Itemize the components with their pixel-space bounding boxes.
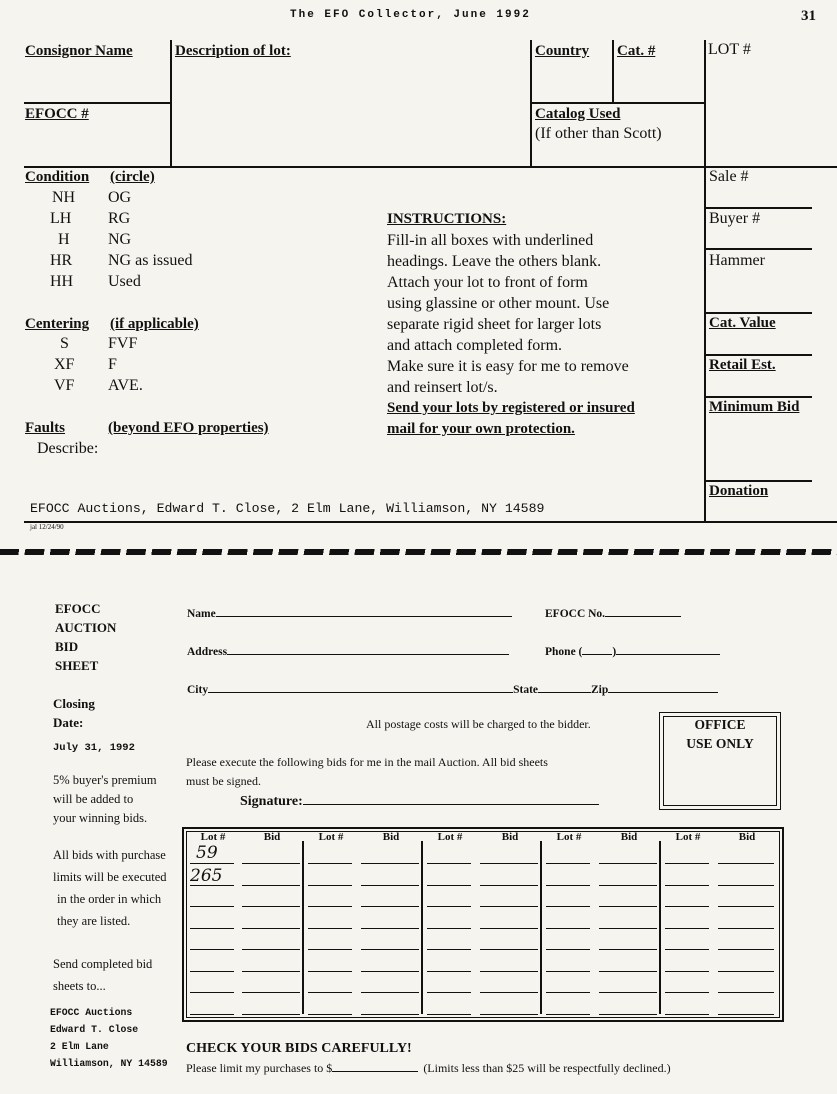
condition-note: (circle) bbox=[110, 169, 155, 185]
condition-code[interactable]: HR bbox=[50, 252, 73, 269]
execute-note: Please execute the following bids for me in the mail Auction. All bid sheets bbox=[186, 755, 548, 769]
bid-sheet-title: BID bbox=[55, 639, 79, 654]
donation-label: Donation bbox=[709, 483, 769, 499]
rule bbox=[706, 396, 812, 398]
condition-label: Condition bbox=[25, 169, 90, 185]
city-label: City bbox=[187, 684, 209, 696]
rule bbox=[170, 40, 172, 166]
send-note: Send completed bid bbox=[53, 957, 153, 971]
rule bbox=[24, 521, 837, 523]
catalog-used-note: (If other than Scott) bbox=[535, 125, 662, 142]
cat-no-label: Cat. # bbox=[617, 43, 656, 59]
instruction-line: separate rigid sheet for larger lots bbox=[387, 316, 602, 333]
bid-entry-line[interactable] bbox=[361, 949, 419, 950]
bid-entry-line[interactable] bbox=[242, 949, 300, 950]
lot-column-header: Lot # bbox=[556, 831, 582, 843]
bid-entry-line[interactable] bbox=[361, 906, 419, 907]
condition-value[interactable]: RG bbox=[108, 210, 131, 227]
rule bbox=[530, 40, 532, 166]
lot-entry-line[interactable] bbox=[546, 971, 590, 972]
bid-column-header: Bid bbox=[382, 831, 400, 843]
lot-entry-line[interactable] bbox=[427, 906, 471, 907]
lot-entry-line[interactable] bbox=[427, 885, 471, 886]
bid-entry-line[interactable] bbox=[242, 1014, 300, 1015]
rule bbox=[531, 102, 704, 104]
limit-line[interactable] bbox=[332, 1059, 418, 1072]
lot-entry-line[interactable] bbox=[427, 971, 471, 972]
cat-value-label: Cat. Value bbox=[709, 315, 776, 331]
lot-entry-line[interactable] bbox=[427, 949, 471, 950]
lot-column-header: Lot # bbox=[437, 831, 463, 843]
centering-code[interactable]: VF bbox=[54, 377, 75, 394]
bid-entry-line[interactable] bbox=[242, 885, 300, 886]
instruction-bold-line: mail for your own protection. bbox=[387, 421, 575, 437]
city-state-zip-field[interactable] bbox=[187, 680, 718, 696]
limits-note: they are listed. bbox=[57, 914, 131, 928]
lot-column-header: Lot # bbox=[200, 831, 226, 843]
bid-entry-line[interactable] bbox=[480, 906, 538, 907]
bid-entry-line[interactable] bbox=[718, 863, 774, 864]
lot-entry-line[interactable] bbox=[190, 949, 234, 950]
bid-entry-line[interactable] bbox=[361, 863, 419, 864]
mail-address: Edward T. Close bbox=[50, 1024, 139, 1035]
bid-entry-line[interactable] bbox=[599, 863, 657, 864]
lot-entry-line[interactable] bbox=[308, 863, 352, 864]
form-code: jal 12/24/90 bbox=[30, 523, 64, 531]
efocc-no-field[interactable] bbox=[545, 604, 681, 620]
centering-value[interactable]: AVE. bbox=[108, 377, 143, 394]
bid-entry-line[interactable] bbox=[599, 1014, 657, 1015]
centering-note: (if applicable) bbox=[110, 316, 199, 332]
bid-entry-line[interactable] bbox=[599, 949, 657, 950]
description-label: Description of lot: bbox=[175, 43, 291, 59]
bid-entry-line[interactable] bbox=[718, 906, 774, 907]
signature-field[interactable] bbox=[240, 791, 599, 810]
bid-entry-line[interactable] bbox=[480, 885, 538, 886]
condition-code[interactable]: LH bbox=[50, 210, 72, 227]
bid-entry-line[interactable] bbox=[718, 885, 774, 886]
lot-entry-line[interactable] bbox=[546, 949, 590, 950]
bid-column-header: Bid bbox=[620, 831, 638, 843]
bid-column-header: Bid bbox=[263, 831, 281, 843]
bid-entry-line[interactable] bbox=[361, 992, 419, 993]
limits-note: All bids with purchase bbox=[53, 848, 166, 862]
mail-address: EFOCC Auctions bbox=[50, 1007, 133, 1018]
zip-label: Zip bbox=[591, 684, 609, 696]
lot-entry-line[interactable] bbox=[546, 885, 590, 886]
bid-entry-line[interactable] bbox=[361, 885, 419, 886]
execute-note: must be signed. bbox=[186, 774, 261, 788]
closing-label: Closing bbox=[53, 696, 95, 711]
check-bids-heading: CHECK YOUR BIDS CAREFULLY! bbox=[186, 1041, 412, 1056]
lot-entry-line[interactable] bbox=[190, 906, 234, 907]
column-divider bbox=[659, 841, 661, 1014]
rule bbox=[612, 40, 614, 102]
rule bbox=[706, 248, 812, 250]
bid-entry-line[interactable] bbox=[361, 971, 419, 972]
signature-label: Signature: bbox=[240, 794, 303, 809]
limit-prefix: Please limit my purchases to $ bbox=[186, 1061, 333, 1075]
rule bbox=[706, 354, 812, 356]
condition-value[interactable]: NG bbox=[108, 231, 132, 248]
bid-entry-line[interactable] bbox=[599, 992, 657, 993]
page-number: 31 bbox=[801, 8, 816, 24]
bid-entry-line[interactable] bbox=[599, 971, 657, 972]
lot-entry-line[interactable] bbox=[308, 928, 352, 929]
purchase-limit-field[interactable] bbox=[186, 1059, 671, 1076]
bid-entry-line[interactable] bbox=[718, 949, 774, 950]
phone-label: Phone ( bbox=[545, 646, 583, 658]
state-label: State bbox=[513, 684, 539, 696]
lot-entry-line[interactable] bbox=[190, 863, 234, 864]
lot-entry-line[interactable] bbox=[427, 1014, 471, 1015]
address-label: Address bbox=[187, 646, 228, 658]
lot-column-header: Lot # bbox=[675, 831, 701, 843]
column-divider bbox=[302, 841, 304, 1014]
name-label: Name bbox=[187, 608, 216, 620]
lot-entry-line[interactable] bbox=[427, 992, 471, 993]
phone-line[interactable] bbox=[616, 642, 720, 655]
name-line[interactable] bbox=[216, 604, 512, 617]
office-use-label: USE ONLY bbox=[686, 736, 754, 751]
lot-no-label: LOT # bbox=[708, 41, 751, 58]
bid-entry-line[interactable] bbox=[599, 906, 657, 907]
zip-line[interactable] bbox=[608, 680, 718, 693]
address-line[interactable] bbox=[227, 642, 509, 655]
instruction-line: and attach completed form. bbox=[387, 337, 563, 354]
phone-field[interactable] bbox=[545, 642, 720, 658]
postage-note: All postage costs will be charged to the bidder. bbox=[366, 717, 591, 731]
lot-entry-line[interactable] bbox=[308, 906, 352, 907]
limit-note: (Limits less than $25 will be respectfully declined.) bbox=[423, 1061, 671, 1075]
phone-close: ) bbox=[612, 646, 617, 658]
bid-entry-line[interactable] bbox=[718, 992, 774, 993]
condition-value[interactable]: OG bbox=[108, 189, 132, 206]
lot-entry-line[interactable] bbox=[190, 1014, 234, 1015]
send-note: sheets to... bbox=[53, 979, 106, 993]
area-code-line[interactable] bbox=[582, 642, 612, 655]
efocc-no-line[interactable] bbox=[605, 604, 681, 617]
instruction-line: headings. Leave the others blank. bbox=[387, 253, 602, 270]
lot-column-header: Lot # bbox=[318, 831, 344, 843]
instruction-line: Make sure it is easy for me to remove bbox=[387, 358, 629, 375]
condition-code[interactable]: NH bbox=[52, 189, 76, 206]
condition-value[interactable]: Used bbox=[108, 273, 141, 290]
footer-address: EFOCC Auctions, Edward T. Close, 2 Elm Lane, Williamson, NY 14589 bbox=[30, 501, 545, 516]
rule bbox=[706, 207, 812, 209]
bid-table bbox=[182, 827, 784, 1022]
efocc-no-label: EFOCC No. bbox=[545, 608, 606, 620]
mail-address: 2 Elm Lane bbox=[50, 1041, 109, 1052]
catalog-used-label: Catalog Used bbox=[535, 106, 621, 122]
lot-entry-line[interactable] bbox=[665, 971, 709, 972]
closing-date: July 31, 1992 bbox=[53, 742, 135, 754]
lot-entry-line[interactable] bbox=[427, 863, 471, 864]
bid-entry-line[interactable] bbox=[242, 863, 300, 864]
bid-entry-line[interactable] bbox=[480, 949, 538, 950]
lot-entry-line[interactable] bbox=[665, 906, 709, 907]
instruction-line: and reinsert lot/s. bbox=[387, 379, 498, 396]
lot-entry-line[interactable] bbox=[308, 885, 352, 886]
bid-entry-line[interactable] bbox=[242, 928, 300, 929]
rule bbox=[24, 102, 170, 104]
efocc-no-label: EFOCC # bbox=[25, 106, 89, 122]
city-line[interactable] bbox=[208, 680, 513, 693]
premium-note: 5% buyer's premium bbox=[53, 773, 157, 787]
bid-sheet-title: SHEET bbox=[55, 658, 99, 673]
centering-value[interactable]: F bbox=[108, 356, 117, 373]
centering-code[interactable]: XF bbox=[54, 356, 75, 373]
lot-entry-line[interactable] bbox=[546, 928, 590, 929]
bid-entry-line[interactable] bbox=[242, 992, 300, 993]
faults-note: (beyond EFO properties) bbox=[108, 420, 269, 436]
bid-entry-line[interactable] bbox=[480, 971, 538, 972]
cut-line bbox=[0, 549, 837, 555]
address-field[interactable] bbox=[187, 642, 509, 658]
column-divider bbox=[421, 841, 423, 1014]
closing-label: Date: bbox=[53, 715, 84, 730]
handwritten-lot: 265 bbox=[190, 866, 223, 886]
mail-address: Williamson, NY 14589 bbox=[50, 1058, 168, 1069]
rule bbox=[706, 312, 812, 314]
instruction-line: Fill-in all boxes with underlined bbox=[387, 232, 594, 249]
office-use-box bbox=[659, 712, 781, 810]
name-field[interactable] bbox=[187, 604, 512, 620]
bid-entry-line[interactable] bbox=[480, 992, 538, 993]
premium-note: your winning bids. bbox=[53, 811, 148, 825]
centering-value[interactable]: FVF bbox=[108, 335, 138, 352]
bid-entry-line[interactable] bbox=[599, 885, 657, 886]
lot-entry-line[interactable] bbox=[665, 949, 709, 950]
running-title: The EFO Collector, June 1992 bbox=[290, 9, 531, 21]
lot-entry-line[interactable] bbox=[190, 971, 234, 972]
bid-entry-line[interactable] bbox=[718, 1014, 774, 1015]
bid-sheet-title: EFOCC bbox=[55, 601, 101, 616]
lot-entry-line[interactable] bbox=[665, 885, 709, 886]
signature-line[interactable] bbox=[303, 791, 599, 805]
lot-entry-line[interactable] bbox=[190, 992, 234, 993]
bid-column-header: Bid bbox=[738, 831, 756, 843]
faults-label: Faults bbox=[25, 420, 66, 436]
lot-entry-line[interactable] bbox=[308, 1014, 352, 1015]
instruction-line: using glassine or other mount. Use bbox=[387, 295, 610, 312]
bid-entry-line[interactable] bbox=[718, 928, 774, 929]
lot-entry-line[interactable] bbox=[308, 992, 352, 993]
lot-entry-line[interactable] bbox=[190, 928, 234, 929]
condition-value[interactable]: NG as issued bbox=[108, 252, 193, 269]
minimum-bid-label: Minimum Bid bbox=[709, 399, 800, 415]
lot-entry-line[interactable] bbox=[308, 971, 352, 972]
column-divider bbox=[540, 841, 542, 1014]
bid-sheet-title: AUCTION bbox=[55, 620, 117, 635]
lot-entry-line[interactable] bbox=[665, 863, 709, 864]
state-line[interactable] bbox=[538, 680, 591, 693]
limits-note: limits will be executed bbox=[53, 870, 167, 884]
lot-entry-line[interactable] bbox=[427, 928, 471, 929]
sale-no-label: Sale # bbox=[709, 168, 749, 185]
describe-label: Describe: bbox=[37, 440, 99, 457]
retail-est-label: Retail Est. bbox=[709, 357, 776, 373]
instruction-bold-line: Send your lots by registered or insured bbox=[387, 400, 635, 416]
bid-entry-line[interactable] bbox=[480, 863, 538, 864]
consignor-name-label: Consignor Name bbox=[25, 43, 133, 59]
bid-entry-line[interactable] bbox=[361, 1014, 419, 1015]
lot-entry-line[interactable] bbox=[308, 949, 352, 950]
bid-entry-line[interactable] bbox=[599, 928, 657, 929]
centering-label: Centering bbox=[25, 316, 90, 332]
hammer-label: Hammer bbox=[709, 252, 765, 269]
bid-entry-line[interactable] bbox=[480, 1014, 538, 1015]
handwritten-lot: 59 bbox=[196, 843, 218, 863]
country-label: Country bbox=[535, 43, 590, 59]
lot-entry-line[interactable] bbox=[665, 1014, 709, 1015]
lot-entry-line[interactable] bbox=[546, 863, 590, 864]
bid-entry-line[interactable] bbox=[480, 928, 538, 929]
limits-note: in the order in which bbox=[57, 892, 162, 906]
buyer-no-label: Buyer # bbox=[709, 210, 761, 227]
rule bbox=[706, 480, 812, 482]
lot-entry-line[interactable] bbox=[546, 906, 590, 907]
rule bbox=[704, 40, 706, 522]
bid-entry-line[interactable] bbox=[718, 971, 774, 972]
condition-code[interactable]: HH bbox=[50, 273, 74, 290]
lot-entry-line[interactable] bbox=[546, 992, 590, 993]
instruction-line: Attach your lot to front of form bbox=[387, 274, 588, 291]
lot-entry-line[interactable] bbox=[665, 928, 709, 929]
office-use-label: OFFICE bbox=[694, 717, 746, 732]
bid-entry-line[interactable] bbox=[361, 928, 419, 929]
bid-entry-line[interactable] bbox=[242, 906, 300, 907]
centering-code[interactable]: S bbox=[60, 335, 69, 352]
condition-code[interactable]: H bbox=[58, 231, 70, 248]
lot-entry-line[interactable] bbox=[546, 1014, 590, 1015]
bid-entry-line[interactable] bbox=[242, 971, 300, 972]
lot-entry-line[interactable] bbox=[665, 992, 709, 993]
bid-column-header: Bid bbox=[501, 831, 519, 843]
premium-note: will be added to bbox=[53, 792, 134, 806]
instructions-heading: INSTRUCTIONS: bbox=[387, 211, 507, 227]
